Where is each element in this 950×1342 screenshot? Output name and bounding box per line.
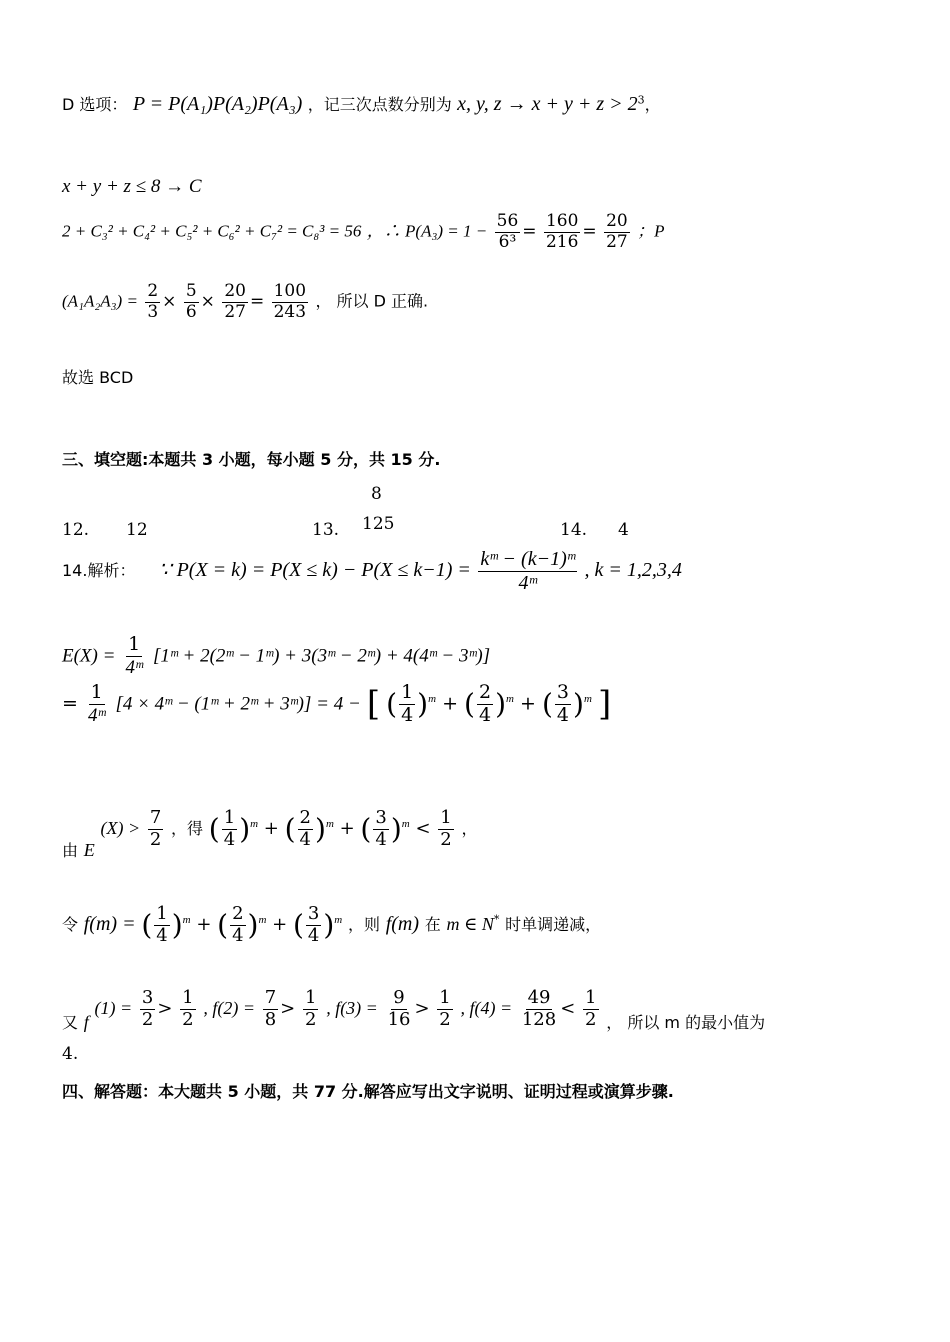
also-you: 又 (62, 1013, 79, 1033)
from-de: ，得 (171, 819, 204, 839)
q12-value: 12 (126, 520, 148, 540)
analysis14-tail: , k = 1,2,3,4 (584, 559, 682, 581)
from-you: 由 (62, 841, 79, 861)
q13-numerator: 8 (371, 484, 382, 504)
also-line: 又 f (1) = $\frac{3}{2}$ > $\frac{1}{2}$ , f(2) = $\frac{7}{8}$ > $\frac{1}{2}$ , f(3) = $\frac{9}{16}$ > $\frac{1}{2}$ , f(4) = $\frac{49}{128}$ < $\frac{1}{2}$ ， 所以 m 的最小值为 (62, 987, 766, 1033)
from-t2: $\frac{2}{4}$ (299, 807, 311, 850)
also-h2: $\frac{1}{2}$ (305, 987, 317, 1030)
from-t3: $\frac{3}{4}$ (375, 807, 387, 850)
d-option-formula: P = P(A₁)P(A₂)P(A₃) (132, 93, 303, 115)
ex2-t1: $\frac{1}{4}$ (401, 681, 414, 726)
ex1-frac: $\frac{1}{\text{4ᵐ}}$ (125, 633, 143, 678)
q13-denominator: 125 (362, 514, 395, 534)
ex-line1 (62, 634, 490, 679)
ex-line2: = $\frac{1}{\text{4ᵐ}}$ [4 × 4ᵐ − (1ᵐ + 2ᵐ + 3ᵐ)] = 4 − [ ( $\frac{1}{4}$ )$^m$ + ( $\frac{2}{4}$ )$^m$ + ( $\frac{3}{4}$ )$^m$ ] (62, 681, 612, 726)
also-h1: $\frac{1}{2}$ (182, 987, 194, 1030)
ex1-lhs: E(X) = (62, 645, 116, 667)
also-e4: , f(4) = (460, 998, 513, 1019)
comb-line: 2 + C₃² + C₄² + C₅² + C₆² + C₇² = C₈³ = 56 ，∴ P(A₃) = 1 − $\frac{56}{\text{6³}}$ = $\frac{160}{216}$ = $\frac{20}{27}$ ；P (62, 211, 665, 252)
prod-lhs: (A₁A₂A₃) = (62, 291, 138, 311)
from-seven-halves: $\frac{7}{2}$ (149, 807, 162, 850)
ex2-t3: $\frac{3}{4}$ (556, 681, 569, 726)
analysis14-expr: ∵ P(X = k) = P(X ≤ k) − P(X ≤ k−1) = (158, 559, 471, 581)
prod-tail: ， 所以 D 正确. (315, 291, 429, 311)
q14-value: 4 (618, 520, 629, 540)
choose-line: 故选 BCD (62, 368, 134, 387)
also-h3: $\frac{1}{2}$ (439, 987, 451, 1030)
section4-heading: 四、解答题：本大题共 5 小题，共 77 分.解答应写出文字说明、证明过程或演算步骤. (62, 1082, 674, 1101)
from-t1: $\frac{1}{4}$ (223, 807, 236, 850)
ex2-frac: $\frac{1}{\text{4ᵐ}}$ (87, 681, 106, 726)
section3-heading: 三、填空题:本题共 3 小题，每小题 5 分，共 15 分. (62, 450, 441, 469)
d-option-tail: ， (644, 95, 661, 114)
frac-100-over-243: $\frac{100}{243}$ (273, 281, 307, 322)
frac-2-over-3: $\frac{2}{3}$ (147, 281, 159, 322)
q12-label: 12. (62, 520, 90, 540)
ex1-body: [1ᵐ + 2(2ᵐ − 1ᵐ) + 3(3ᵐ − 2ᵐ) + 4(4ᵐ − 3ᵐ)] (152, 645, 491, 667)
also-a1: $\frac{3}{2}$ (141, 987, 154, 1030)
analysis14-frac: $\frac{\text{kᵐ − (k−1)ᵐ}}{\text{4ᵐ}}$ (480, 548, 576, 594)
also-h4: $\frac{1}{2}$ (585, 987, 597, 1030)
from-line: 由 E (X) > $\frac{7}{2}$ ，得 ( $\frac{1}{4}$ )$^m$ + ( $\frac{2}{4}$ )$^m$ + ( $\frac{3}{4}$ )$^m$ < $\frac{1}{2}$ ， (62, 807, 478, 861)
let-fm: f(m) = (83, 913, 136, 936)
d-option-label: D 选项： (62, 95, 128, 114)
let-t1: $\frac{1}{4}$ (156, 903, 168, 946)
comb-lhs: 2 + C₃² + C₄² + C₅² + C₆² + C₇² = C₈³ = 56 (62, 221, 362, 241)
analysis14-label: 14.解析： (62, 561, 136, 580)
also-e3: , f(3) = (326, 998, 378, 1019)
from-half: $\frac{1}{2}$ (440, 807, 452, 850)
ex2-t2: $\frac{2}{4}$ (478, 681, 492, 726)
let-zai: 在 (424, 915, 441, 935)
frac-160-over-216: $\frac{160}{216}$ (545, 211, 579, 252)
also-a4: $\frac{49}{128}$ (521, 987, 557, 1030)
d-option-exp: 3 (637, 93, 645, 107)
from-x: (X) > (100, 818, 141, 839)
q13-label: 13. (312, 520, 340, 540)
also-next: 4. (62, 1044, 79, 1064)
frac-20-over-27: $\frac{20}{27}$ (606, 211, 628, 252)
q14-label: 14. (560, 520, 588, 540)
let-t3: $\frac{3}{4}$ (307, 903, 320, 946)
ex2-body: [4 × 4ᵐ − (1ᵐ + 2ᵐ + 3ᵐ)] = 4 − (115, 693, 361, 715)
ex2-lhs: = (62, 692, 78, 715)
comb-tail: ；P (637, 221, 665, 241)
let-tail: 时单调递减， (505, 915, 602, 935)
also-a3: $\frac{9}{16}$ (387, 987, 411, 1030)
prod-line: (A₁A₂A₃) = $\frac{2}{3}$ × $\frac{5}{6}$ × $\frac{20}{27}$ = $\frac{100}{243}$ ， 所以 D 正确. (62, 281, 429, 322)
frac-5-over-6: $\frac{5}{6}$ (185, 281, 197, 322)
cond-line: x + y + z ≤ 8 → C (62, 176, 202, 197)
also-a2: $\frac{7}{8}$ (264, 987, 277, 1030)
also-e2: , f(2) = (203, 998, 255, 1019)
also-tail: ， 所以 m 的最小值为 (606, 1013, 766, 1033)
frac-56-over-6-cubed: $\frac{56}{\text{6³}}$ (496, 211, 519, 252)
frac-20-over-27-b: $\frac{20}{27}$ (224, 281, 246, 322)
from-lt: < (415, 818, 431, 840)
d-option-text: ，记三次点数分别为 (307, 95, 452, 114)
let-line: 令 f(m) = ( $\frac{1}{4}$ )$^m$ + ( $\frac{2}{4}$ )$^m$ + ( $\frac{3}{4}$ )$^m$ ，则 f(m) 在 m ∈ N* 时单调递减， (62, 903, 602, 946)
also-e1: (1) = (94, 998, 133, 1019)
d-option-vars: x, y, z → x + y + z > 2 (457, 93, 638, 115)
also-f: f (83, 1012, 89, 1033)
analysis14-line (62, 548, 682, 595)
d-option-line (62, 92, 661, 116)
let-fm2: f(m) (385, 913, 420, 936)
from-tail: ， (461, 819, 478, 839)
let-star: * (493, 913, 500, 927)
let-cond: m ∈ N (446, 914, 494, 935)
let-ling: 令 (62, 915, 79, 935)
comb-therefore: ，∴ P(A₃) = 1 − (366, 221, 488, 241)
let-ze: ，则 (347, 915, 380, 935)
let-t2: $\frac{2}{4}$ (232, 903, 244, 946)
from-e: E (83, 840, 95, 861)
